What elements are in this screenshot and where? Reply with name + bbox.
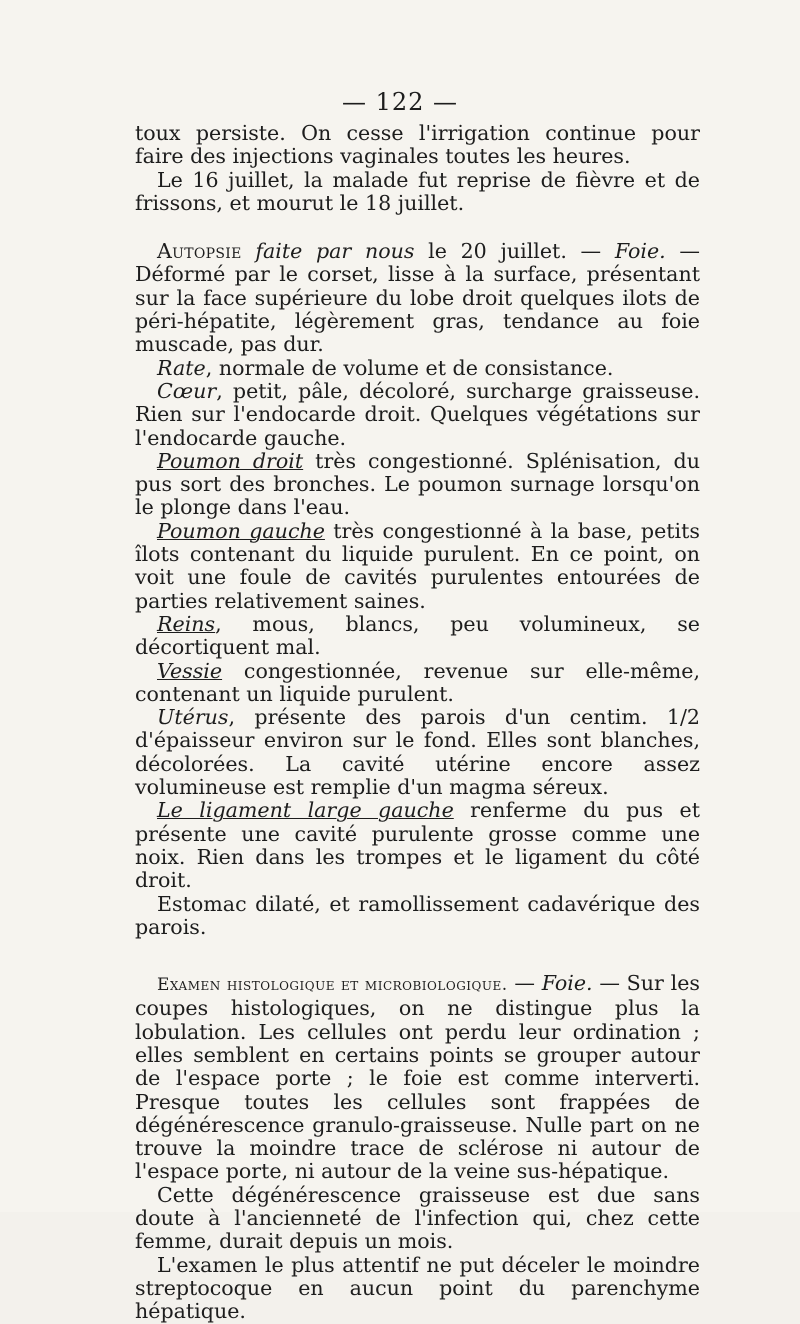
paragraph-poumon-gauche (135, 520, 700, 613)
examen-separator: — (507, 971, 542, 996)
page-number: — 122 — (341, 88, 459, 116)
vessie-text: congestionnée, revenue sur elle-même, contenant un liquide purulent. (135, 658, 700, 706)
uterus-text: , présente des parois d'un centim. 1/2 d'épaisseur environ sur le fond. Elles sont blanches, décolorées. La cavité utérine encore assez volumineuse est remplie d'un magma séreux. (135, 705, 700, 800)
paragraph-reins (135, 613, 700, 660)
paragraph-vessie (135, 660, 700, 707)
examen-foie-label: Foie. (541, 971, 593, 996)
paragraph-uterus (135, 706, 700, 799)
paragraph-poumon-droit (135, 450, 700, 520)
paragraph-coeur (135, 380, 700, 450)
ligament-label: Le ligament large gauche (157, 798, 454, 823)
coeur-label: Cœur (157, 378, 217, 403)
paragraph-examen (135, 972, 700, 1184)
paragraph-ligament (135, 799, 700, 892)
page-body (135, 122, 700, 1324)
foie-text: — Déformé par le corset, lisse à la surface, présentant sur la face supérieure du lobe droit quelques ilots de péri-hépatite, légèrement gras, tendance au foie muscade, pas dur. (135, 239, 701, 357)
vessie-label: Vessie (157, 658, 223, 683)
paragraph-intro: toux persiste. On cesse l'irrigation continue pour faire des injections vaginales toutes les heures. (135, 121, 700, 169)
paragraph-streptocoque: L'examen le plus attentif ne put déceler le moindre streptocoque en aucun point du parenchyme hépatique. (135, 1252, 700, 1324)
poumon-gauche-text: très congestionné à la base, petits îlots contenant du liquide purulent. En ce point, on voit une foule de cavités purulentes entourées de parties relativement saines. (135, 518, 700, 613)
autopsy-heading: Autopsie (157, 239, 242, 264)
poumon-gauche-label: Poumon gauche (157, 518, 325, 543)
paragraph-degenerescence: Cette dégénérescence graisseuse est due sans doute à l'ancienneté de l'infection qui, chez cette femme, durait depuis un mois. (135, 1182, 700, 1254)
rate-text: , normale de volume et de consistance. (205, 355, 614, 380)
foie-label: Foie. (614, 239, 666, 264)
ligament-text: renferme du pus et présente une cavité purulente grosse comme une noix. Rien dans les trompes et le ligament du côté droit. (135, 798, 700, 893)
rate-label: Rate (157, 355, 206, 380)
autopsy-date: le 20 juillet. — (414, 239, 615, 264)
paragraph-death: Le 16 juillet, la malade fut reprise de fièvre et de frissons, et mourut le 18 juillet. (135, 167, 700, 215)
reins-text: , mous, blancs, peu volumineux, se décortiquent mal. (135, 611, 700, 660)
coeur-text: , petit, pâle, décoloré, surcharge graisseuse. Rien sur l'endocarde droit. Quelques végétations sur l'endocarde gauche. (135, 378, 700, 450)
uterus-label: Utérus (157, 705, 229, 730)
paragraph-estomac: Estomac dilaté, et ramollissement cadavérique des parois. (135, 891, 700, 939)
autopsy-subheading: faite par nous (255, 239, 415, 264)
examen-text: — Sur les coupes histologiques, on ne distingue plus la lobulation. Les cellules ont perdu leur ordination ; elles semblent en certains points se grouper autour de l'espace porte ; le foie est comme interverti. Presque toutes les cellules sont frappées de dégénérescence granulo-graisseuse. Nulle part on ne trouve la moindre trace de sclérose ni autour de l'espace porte, ni autour de la veine sus-hépatique. (135, 971, 700, 1184)
examen-heading: Examen histologique et microbiologique. (157, 975, 508, 996)
poumon-droit-label: Poumon droit (157, 448, 304, 473)
reins-label: Reins (157, 611, 216, 636)
paragraph-rate (135, 357, 700, 380)
paragraph-autopsy (135, 240, 700, 356)
poumon-droit-text: très congestionné. Splénisation, du pus sort des bronches. Le poumon surnage lorsqu'on le plonge dans l'eau. (135, 448, 700, 520)
